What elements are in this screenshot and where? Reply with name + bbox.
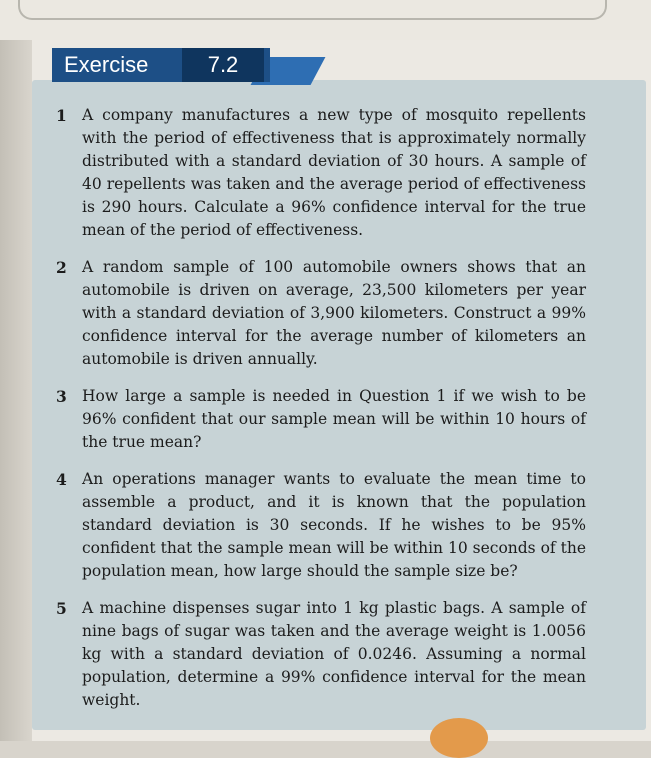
- question-text: An operations manager wants to evaluate the mean time to assemble a product, and it is known that the population standard deviation is 30 seconds. If he wishes to be 95% confident that the sample mean will be within 10 seconds of the population mean, how large should the sample size be?: [82, 470, 586, 580]
- question-2: [56, 256, 586, 371]
- question-text: A machine dispenses sugar into 1 kg plastic bags. A sample of nine bags of sugar was taken and the average weight is 1.0056 kg with a standard deviation of 0.0246. Assuming a normal population, determine a 99% confidence interval for the mean weight.: [82, 599, 586, 709]
- exercise-label: Exercise: [64, 52, 149, 77]
- question-number: 3: [56, 387, 67, 406]
- question-number: 2: [56, 258, 67, 277]
- question-text: A company manufactures a new type of mosquito repellents with the period of effectiveness that is approximately normally distributed with a standard deviation of 30 hours. A sample of 40 repellents was taken and the average period of effectiveness is 290 hours. Calculate a 96% confidence interval for the true mean of the period of effectiveness.: [82, 106, 586, 239]
- question-1: [56, 104, 586, 242]
- page-gutter: [0, 40, 32, 741]
- question-3: [56, 385, 586, 454]
- question-4: [56, 468, 586, 583]
- question-number: 4: [56, 470, 67, 489]
- question-list: [56, 104, 586, 726]
- question-5: [56, 597, 586, 712]
- question-number: 5: [56, 599, 67, 618]
- question-text: A random sample of 100 automobile owners shows that an automobile is driven on average, 23,500 kilometers per year with a standard deviation of 3,900 kilometers. Construct a 99% confidence interval for the average number of kilometers an automobile is driven annually.: [82, 258, 586, 368]
- question-number: 1: [56, 106, 67, 125]
- exercise-number: 7.2: [182, 48, 264, 82]
- question-text: How large a sample is needed in Question 1 if we wish to be 96% confident that our sample mean will be within 10 hours of the true mean?: [82, 387, 586, 451]
- previous-box-border: [18, 0, 607, 20]
- thumb-in-frame: [430, 718, 488, 758]
